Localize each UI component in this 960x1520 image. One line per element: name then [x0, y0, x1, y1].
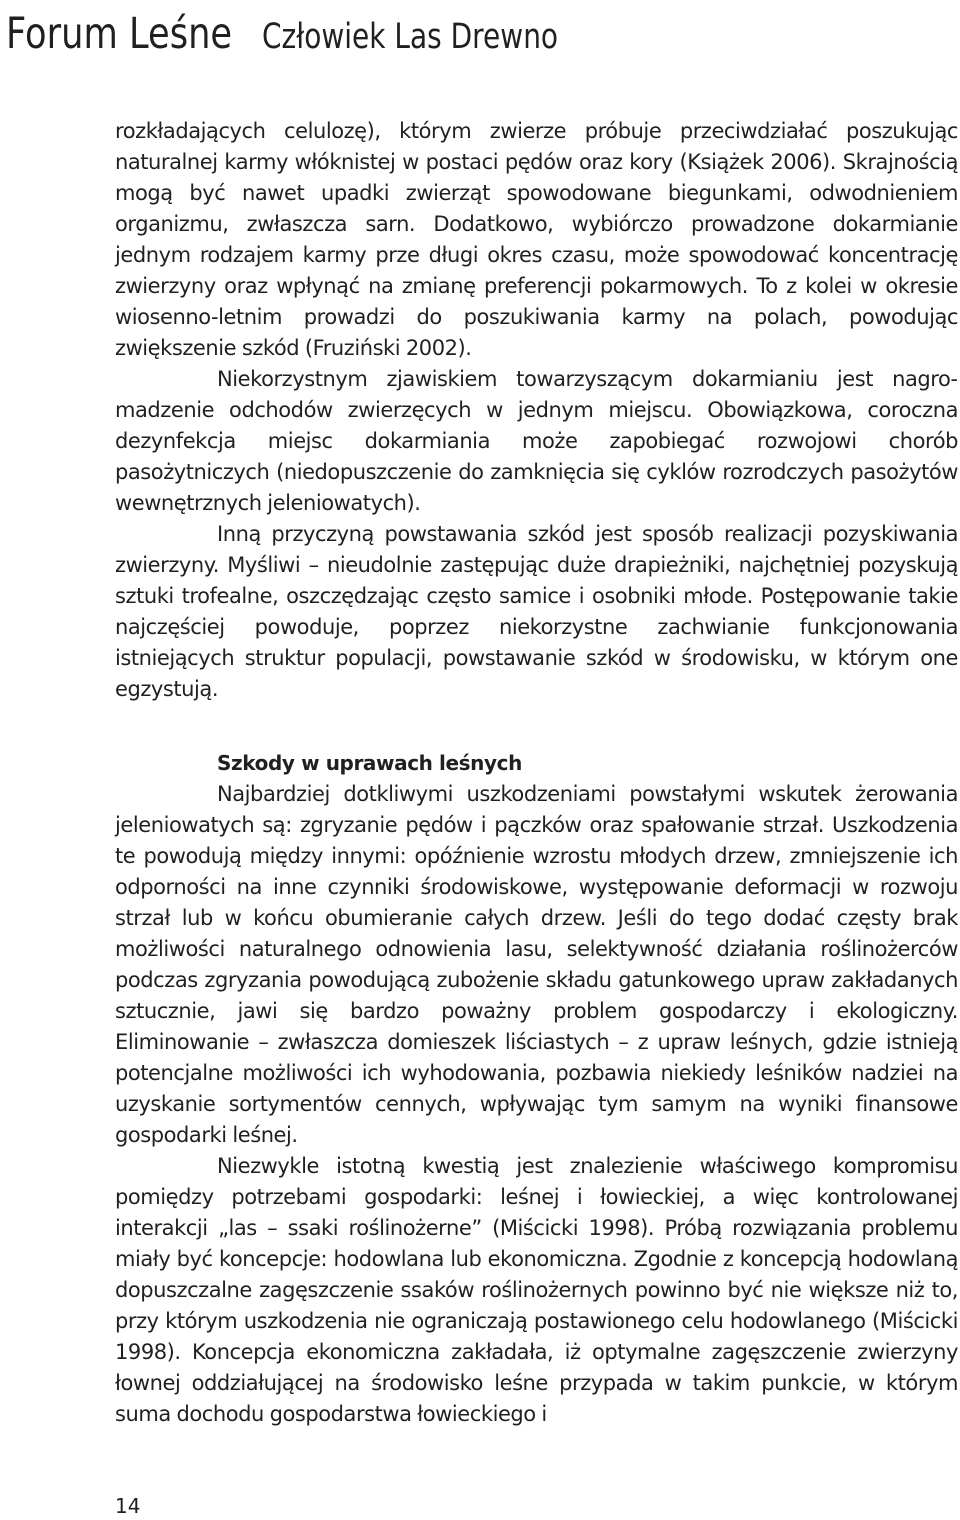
article-body	[115, 116, 958, 1430]
journal-title: Forum Leśne	[6, 9, 233, 59]
paragraph-1: rozkładających celulozę), którym zwierze próbuje przeciwdziałać poszukując naturalnej karmy włóknistej w postaci pędów oraz kory (Książek 2006). Skrajnością mogą być nawet upadki zwierząt spowodowane biegunkami, odwodnieniem organizmu, zwłaszcza sarn. Dodatkowo, wybiórczo prowadzone dokarmianie jednym rodzajem karmy prze długi okres czasu, może spowodować koncentrację zwierzyny oraz wpłynąć na zmianę preferencji pokarmowych. To z kolei w okresie wiosenno-letnim prowadzi do poszukiwania karmy na polach, powodując zwiększenie szkód (Fruziński 2002).	[115, 119, 958, 360]
paragraph-3: Inną przyczyną powstawania szkód jest sposób realizacji pozyskiwania zwierzyny. Myśliwi – nieudolnie zastępując duże drapieżniki, najchętniej pozyskują sztuki trofealne, oszczędzając często samice i osobniki młode. Postępowanie takie najczęściej powoduje, poprzez niekorzystne zachwianie funkcjonowania istniejących struktur populacji, powstawanie szkód w środowisku, w którym one egzystują.	[115, 522, 958, 701]
paragraph-5: Niezwykle istotną kwestią jest znalezienie właściwego kompromisu pomiędzy potrzebami gospodarki: leśnej i łowieckiej, a więc kontrolowanej interakcji „las – ssaki roślinożerne” (Miścicki 1998). Próbą rozwiązania problemu miały być koncepcje: hodowlana lub ekonomiczna. Zgodnie z koncepcją hodowlaną dopuszczalne zagęszczenie ssaków roślinożernych powinno być nie większe niż to, przy którym uszkodzenia nie ograniczają postawionego celu hodowlanego (Miścicki 1998). Koncepcja ekonomiczna zakładała, iż optymalne zagęszczenie zwierzyny łownej oddziałującej na środowisko leśne przypada w takim punkcie, w którym suma dochodu gospodarstwa łowieckiego i	[115, 1154, 958, 1426]
section-heading: Szkody w uprawach leśnych	[217, 751, 522, 775]
section-spacer	[115, 705, 958, 748]
paragraph-4: Najbardziej dotkliwymi uszkodzeniami powstałymi wskutek żerowania jeleniowatych są: zgryzanie pędów i pączków oraz spałowanie strzał. Uszkodzenia te powodują między innymi: opóźnienie wzrostu młodych drzew, zmniejszenie ich odporności na inne czynniki środowiskowe, występowanie deformacji w rozwoju strzał lub w końcu obumieranie całych drzew. Jeśli do tego dodać częsty brak możliwości naturalnego odnowienia lasu, selektywność działania roślinożerców podczas zgryzania powodującą zubożenie składu gatunkowego upraw zakładanych sztucznie, jawi się bardzo poważny problem gospodarczy i ekologiczny. Eliminowanie – zwłaszcza domieszek liściastych – z upraw leśnych, gdzie istnieją potencjalne możliwości ich wyhodowania, pozbawia niekiedy leśników nadziei na uzyskanie sortymentów cennych, wpływając tym samym na wyniki finansowe gospodarki leśnej.	[115, 782, 958, 1147]
page-number: 14	[115, 1494, 141, 1518]
journal-subtitle: Człowiek Las Drewno	[261, 17, 558, 57]
running-header	[6, 4, 632, 64]
paragraph-2: Niekorzystnym zjawiskiem towarzyszącym dokarmianiu jest nagromadzenie odchodów zwierzęcych w jednym miejscu. Obowiązkowa, coroczna dezynfekcja miejsc dokarmiania może zapobiegać rozwojowi chorób pasożytniczych (niedopuszczenie do zamknięcia się cyklów rozrodczych pasożytów wewnętrznych jeleniowatych).	[115, 367, 958, 515]
